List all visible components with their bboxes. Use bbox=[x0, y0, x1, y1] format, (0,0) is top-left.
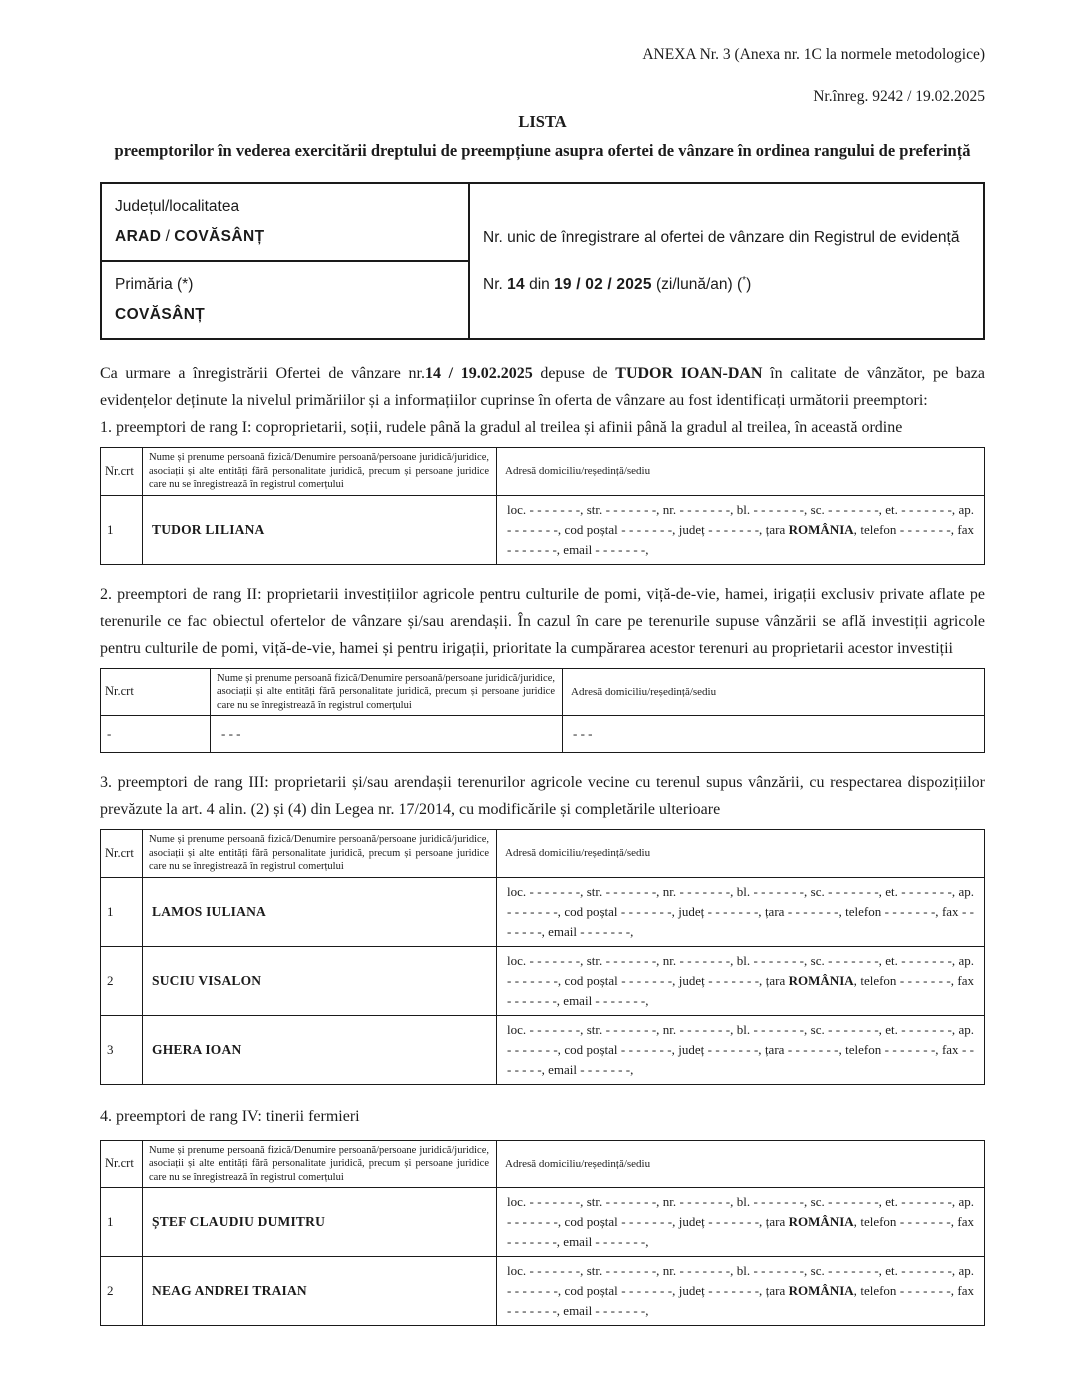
localitate-value: COVĂSÂNȚ bbox=[174, 228, 265, 245]
din-word: din bbox=[524, 276, 555, 294]
preemptor-name: GHERA IOAN bbox=[143, 1015, 497, 1084]
row-number: 1 bbox=[101, 495, 143, 564]
registry-number-line bbox=[483, 265, 970, 300]
info-row-judet bbox=[101, 183, 984, 261]
intro-paragraph bbox=[100, 360, 985, 414]
preemptor-name-empty: - - - bbox=[211, 716, 563, 753]
preemptor-address bbox=[497, 946, 985, 1015]
preemptor-address bbox=[497, 877, 985, 946]
registry-cell bbox=[469, 183, 984, 339]
judet-cell bbox=[101, 183, 469, 261]
intro-text-2: depuse de bbox=[532, 365, 616, 382]
section-4-heading: 4. preemptori de rang IV: tinerii fermieri bbox=[100, 1107, 360, 1125]
row-number: 1 bbox=[101, 877, 143, 946]
header-nr-crt: Nr.crt bbox=[101, 830, 143, 878]
header-address-column: Adresă domiciliu/reședință/sediu bbox=[497, 830, 985, 878]
intro-text-1: Ca urmare a înregistrării Ofertei de vânzare nr. bbox=[100, 365, 425, 382]
preemptors-table-rang-3 bbox=[100, 829, 985, 1085]
header-name-column: Nume și prenume persoană fizică/Denumire persoană/persoane juridică/juridice, asociații și alte entități fără personalitate juridică, precum și persoane juridice care nu se înregistrează în registrul comerțului bbox=[211, 668, 563, 716]
paren-close: ) bbox=[746, 276, 752, 294]
preemptor-name: ȘTEF CLAUDIU DUMITRU bbox=[143, 1188, 497, 1257]
registration-number: Nr.înreg. 9242 / 19.02.2025 bbox=[813, 88, 985, 105]
header-address-column: Adresă domiciliu/reședință/sediu bbox=[497, 1140, 985, 1188]
table-header-row bbox=[101, 448, 985, 496]
preemptor-address bbox=[497, 1015, 985, 1084]
table-row bbox=[101, 1257, 985, 1326]
address-before-country: loc. - - - - - - -, str. - - - - - - -, nr. - - - - - - -, bl. - - - - - - -, sc. - - - - - - -, et. - - - - - - -, ap. - - - - - - -, cod poștal - - - - - - -, județ - - - - - - -, țara bbox=[507, 1194, 974, 1229]
row-number: 2 bbox=[101, 1257, 143, 1326]
judet-label: Județul/localitatea bbox=[115, 198, 240, 215]
preemptor-address-empty: - - - bbox=[563, 716, 985, 753]
preemptor-address bbox=[497, 1257, 985, 1326]
table-row bbox=[101, 946, 985, 1015]
judet-separator: / bbox=[161, 228, 175, 245]
table-row bbox=[101, 1188, 985, 1257]
row-number: 2 bbox=[101, 946, 143, 1015]
country-value: ROMÂNIA bbox=[788, 1214, 854, 1229]
offer-number: 14 bbox=[507, 276, 525, 294]
document-subtitle: preemptorilor în vederea exercitării dreptului de preempțiune asupra ofertei de vânzare în ordinea rangului de preferință bbox=[114, 141, 971, 160]
preemptor-name: TUDOR LILIANA bbox=[143, 495, 497, 564]
header-name-column: Nume și prenume persoană fizică/Denumire persoană/persoane juridică/juridice, asociații și alte entități fără personalitate juridică, precum și persoane juridice care nu se înregistrează în registrul comerțului bbox=[143, 448, 497, 496]
date-format-note: (zi/lună/an) bbox=[651, 276, 737, 294]
footnote-asterisk: * bbox=[742, 274, 747, 286]
header-address-column: Adresă domiciliu/reședință/sediu bbox=[563, 668, 985, 716]
section-3-heading: 3. preemptori de rang III: proprietarii și/sau arendașii terenurilor agricole vecine cu terenul supus vânzării, cu respectarea dispozițiilor prevăzute la art. 4 alin. (2) și (4) din Legea nr. 17/2014, cu modificările și completările ulterioare bbox=[100, 774, 985, 818]
preemptor-name: NEAG ANDREI TRAIAN bbox=[143, 1257, 497, 1326]
header-nr-crt: Nr.crt bbox=[101, 448, 143, 496]
address-before-country: loc. - - - - - - -, str. - - - - - - -, nr. - - - - - - -, bl. - - - - - - -, sc. - - - - - - -, et. - - - - - - -, ap. - - - - - - -, cod poștal - - - - - - -, județ - - - - - - -, țara bbox=[507, 1021, 974, 1057]
country-value: ROMÂNIA bbox=[788, 1283, 854, 1298]
registry-description: Nr. unic de înregistrare al ofertei de vânzare din Registrul de evidență bbox=[483, 228, 960, 246]
address-before-country: loc. - - - - - - -, str. - - - - - - -, nr. - - - - - - -, bl. - - - - - - -, sc. - - - - - - -, et. - - - - - - -, ap. - - - - - - -, cod poștal - - - - - - -, județ - - - - - - -, țara bbox=[507, 1263, 974, 1298]
section-2-heading: 2. preemptori de rang II: proprietarii investițiilor agricole pentru culturile de pomi, viță-de-vie, hamei, irigații exclusiv private aflate pe terenurile ce fac obiectul ofertelor de vânzare și/sau arendașii. În cazul în care pe terenurile supuse vânzării se află investiții agricole pentru culturile de pomi, viță-de-vie, hamei și pentru irigații, prioritate la cumpărarea acestor terenuri au proprietarii acestor investiții bbox=[100, 585, 985, 657]
preemptor-name: LAMOS IULIANA bbox=[143, 877, 497, 946]
row-number: - bbox=[101, 716, 211, 753]
section-1-heading: 1. preemptori de rang I: coproprietarii, soții, rudele până la gradul al treilea și afinii până la gradul al treilea, în această ordine bbox=[100, 419, 903, 436]
country-value: - - - - - - - bbox=[787, 1041, 839, 1057]
table-header-row bbox=[101, 1140, 985, 1188]
address-after-country: , telefon - - - - - - -, fax - - - - - - -, email - - - - - - -, bbox=[507, 972, 974, 1008]
table-header-row bbox=[101, 830, 985, 878]
country-value: - - - - - - - bbox=[787, 903, 839, 919]
offer-date: 19 / 02 / 2025 bbox=[554, 276, 652, 294]
address-before-country: loc. - - - - - - -, str. - - - - - - -, nr. - - - - - - -, bl. - - - - - - -, sc. - - - - - - -, et. - - - - - - -, ap. - - - - - - -, cod poștal - - - - - - -, județ - - - - - - -, țara bbox=[507, 883, 974, 919]
annex-reference: ANEXA Nr. 3 (Anexa nr. 1C la normele metodologice) bbox=[642, 46, 985, 63]
country-value: ROMÂNIA bbox=[788, 972, 854, 988]
preemptor-name: SUCIU VISALON bbox=[143, 946, 497, 1015]
header-nr-crt: Nr.crt bbox=[101, 668, 211, 716]
intro-text-3: în calitate de vânzător, pe baza evidențelor deținute la nivelul primăriilor și a informațiilor cuprinse în oferta de vânzare au fost identificați următorii preemptori: bbox=[100, 365, 985, 409]
paren-open: ( bbox=[737, 276, 743, 294]
country-value: ROMÂNIA bbox=[788, 521, 854, 537]
address-before-country: loc. - - - - - - -, str. - - - - - - -, nr. - - - - - - -, bl. - - - - - - -, sc. - - - - - - -, et. - - - - - - -, ap. - - - - - - -, cod poștal - - - - - - -, județ - - - - - - -, țara bbox=[507, 501, 974, 537]
table-row bbox=[101, 877, 985, 946]
primaria-cell bbox=[101, 261, 469, 339]
address-after-country: , telefon - - - - - - -, fax - - - - - - -, email - - - - - - -, bbox=[507, 1214, 974, 1249]
address-after-country: , telefon - - - - - - -, fax - - - - - - -, email - - - - - - -, bbox=[507, 903, 974, 939]
preemptor-address bbox=[497, 1188, 985, 1257]
judet-value: ARAD bbox=[115, 228, 162, 245]
address-after-country: , telefon - - - - - - -, fax - - - - - - -, email - - - - - - -, bbox=[507, 521, 974, 557]
header-address-column: Adresă domiciliu/reședință/sediu bbox=[497, 448, 985, 496]
header-name-column: Nume și prenume persoană fizică/Denumire persoană/persoane juridică/juridice, asociații și alte entități fără personalitate juridică, precum și persoane juridice care nu se înregistrează în registrul comerțului bbox=[143, 1140, 497, 1188]
document-title: LISTA bbox=[518, 112, 567, 131]
address-after-country: , telefon - - - - - - -, fax - - - - - - -, email - - - - - - -, bbox=[507, 1283, 974, 1318]
info-table bbox=[100, 182, 985, 340]
preemptors-table-rang-2 bbox=[100, 668, 985, 754]
row-number: 3 bbox=[101, 1015, 143, 1084]
table-header-row bbox=[101, 668, 985, 716]
row-number: 1 bbox=[101, 1188, 143, 1257]
preemptors-table-rang-1 bbox=[100, 447, 985, 565]
primaria-value: COVĂSÂNȚ bbox=[115, 306, 206, 323]
table-row bbox=[101, 1015, 985, 1084]
address-after-country: , telefon - - - - - - -, fax - - - - - - -, email - - - - - - -, bbox=[507, 1041, 974, 1077]
preemptors-table-rang-4 bbox=[100, 1140, 985, 1327]
offer-reference: 14 / 19.02.2025 bbox=[425, 365, 533, 382]
table-row bbox=[101, 495, 985, 564]
primaria-label: Primăria (*) bbox=[115, 276, 194, 293]
seller-name: TUDOR IOAN-DAN bbox=[615, 365, 763, 382]
header-nr-crt: Nr.crt bbox=[101, 1140, 143, 1188]
header-name-column: Nume și prenume persoană fizică/Denumire persoană/persoane juridică/juridice, asociații și alte entități fără personalitate juridică, precum și persoane juridice care nu se înregistrează în registrul comerțului bbox=[143, 830, 497, 878]
table-row bbox=[101, 716, 985, 753]
preemptor-address bbox=[497, 495, 985, 564]
address-before-country: loc. - - - - - - -, str. - - - - - - -, nr. - - - - - - -, bl. - - - - - - -, sc. - - - - - - -, et. - - - - - - -, ap. - - - - - - -, cod poștal - - - - - - -, județ - - - - - - -, țara bbox=[507, 952, 974, 988]
nr-prefix: Nr. bbox=[483, 276, 508, 294]
